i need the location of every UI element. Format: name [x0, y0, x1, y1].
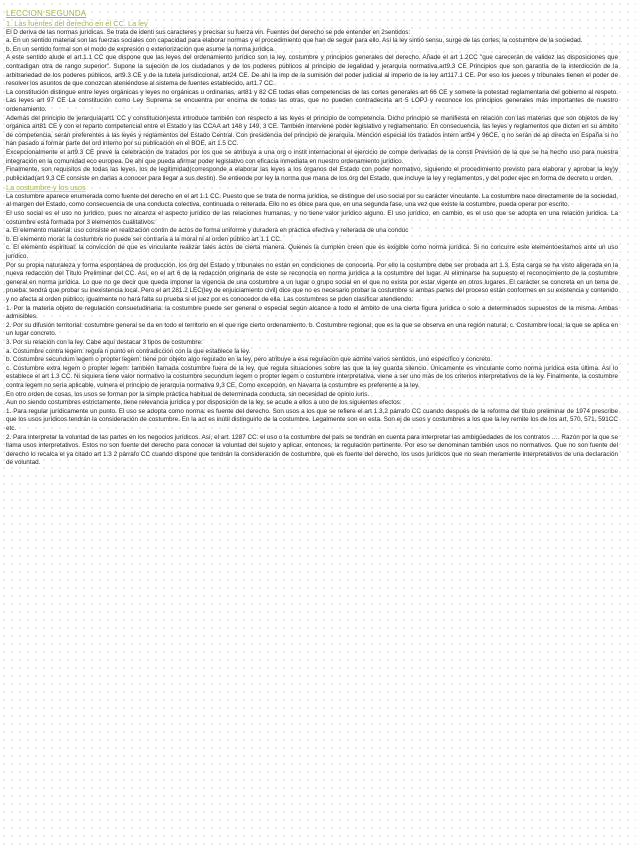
section-heading: 1. Las fuentes del derecho en el CC. La ley: [6, 19, 148, 28]
paragraph: 2. Para interpretar la voluntad de las partes en los negocios jurídicos. Así, el art. 1287 CC: el uso o la costumbre del país se tendrán en cuenta para interpretar las ambigüedades de los contratos …. Razón por la que se llama usos interpretativos. Estos no son fuente del derecho para conocer la voluntad del sujeto y aplicar, entonces, la regulación pertinente. Por eso se denominan también usos no normativos. Que no son fuente del derecho lo recalca el ya citado art 1.3 2 párrafo CC cuando dispone que tendrán la consideración de costumbre, que es fuente del derecho, los usos jurídicos que no sean meramente interpretativos de una declaración de voluntad.: [6, 433, 618, 467]
notes-page: [6, 0, 618, 468]
paragraph: A este sentido alude el art.1.1 CC que dispone que las leyes del ordenamiento jurídico son la ley, costumbre y principios generales del derecho. Añade el art 1.2CC "que carecerán de validez las disposiciones que contradigan otra de rango superior". Supone la sujeción de los ciudadanos y de los poderes públicos al principio de legalidad y jerarquía normativa,art9.3 CE Principios que son garantía de la interdicción de la arbitrariedad de los poderes públicos, art9.3 CE y de la tutela jurisdiccional, art24 CE. De ahí la imp de la sumisión del poder judicial al imperio de la ley art117.1 CE. Por eso los jueces y tribunales tienen el poder de resolver los asuntos de que conozcan ateniéndose al sistema de fuentes establecido, art1.7 CC.: [6, 54, 618, 88]
paragraph: Finalmente, son requisitos de todas las leyes, los de legitimidad(corresponde a elaborar las leyes a los órganos del Estado con poder normativo, siguiendo el procedimiento previsto para elaborar y aprobar la ley)y publicidad(art 9,3 CE consiste en darlas a conocer para llegar a sus destin). Se entiende por ley la norma que mana de los órg del Estado, que incluye la ley y reglamentos, y del poder ejec en forma de decreto u orden.: [6, 166, 618, 182]
paragraph: a. En un sentido material son las fuerzas sociales con capacidad para elaborar normas y el procedimiento que han de seguir para ello. Así la ley sintió sensu, surge de las cortes; la costumbre de la sociedad.: [6, 37, 583, 45]
paragraph: La costumbre aparece enumerada como fuente del derecho en el art 1.1 CC. Puesto que se trata de norma jurídica, se distingue del uso social por su carácter vinculante. La costumbre nace directamente de la sociedad, al margen del Estado, como consecuencia de una conducta colectiva, continuada o reiterada. Ello no es óbice para que, en una segunda fase, una vez que existe la costumbre, pueda operar por escrito.: [6, 192, 618, 209]
paragraph: El D deriva de las normas jurídicas. Se trata de identi sus caracteres y precisar su fuerza vin. Fuentes del derecho se pde entender en 2sentidos:: [6, 28, 411, 36]
paragraph: Además del principio de jerarquía(art1 CC y constitución)esta introduce también con respecto a las leyes el principio de competencia. Dicho principio se manifiesta en relación con las materias que son objetos de ley orgánica art81 CE y con el reparto competencial entre el Estado y las CCAA art 148 y 149, 3 CE. También interviene poder legislativo y reglamentario. En consecuencia, las leyes y reglamentos que dicten en su ámbito de competencia, serán preferentes a las leyes y reglamentos del Estado Central. Con presidencia del principio de jerarquía. Mención especial los tratados intern art94 y 96CE, q no serán de ap directa en España si no han pasado a formar parte del ord interno por su publicación en el BOE, art 1.5 CC.: [6, 114, 618, 148]
paragraph: La constitución distingue entre leyes orgánicas y leyes no orgánicas u ordinarias, art81 y 82 CE todas ellas competencias de las cortes generales art 66 CE y somete la potestad reglamentaria del gobierno al respeto. Las leyes art 97 CE La constitución como Ley Suprema se encuentra por encima de todas las otras, que no pueden contradecirla art 5 LOPJ y reconoce los principios generales más importantes de nuestro ordenamiento.: [6, 88, 618, 113]
paragraph: c. Costumbre extra legem o propter legem: también llamada costumbre fuera de la ley, que regula situaciones sobre las que la ley guarda silencio. Únicamente es vinculante como norma jurídica esta última. Así lo establece el art 1.3 CC. Ni siquiera tiene valor normativo la costumbre secundum legem o propter legem o costumbre interpretativa, viene a ser uno más de los criterios interpretativos de la ley. Finalmente, la costumbre contra legem no sería aplicable, vulnera el principio de jerarquía normativa 9,3 CE. Como excepción, en Navarra la costumbre es preferente a la ley.: [6, 364, 618, 389]
paragraph: a. Costumbre contra legem: regula n punto en contradicción con la que establece la ley.: [6, 347, 251, 355]
paragraph: 1. Por la materia objeto de regulación consuetudinaria: la costumbre puede ser general o especial según alcance a todo el ámbito de una cierta figura jurídica o solo a determinados supuestos de la misma. Ambas admisibles.: [6, 304, 618, 321]
paragraph: 3. Por su relación con la ley. Cabe aquí destacar 3 tipos de costumbre:: [6, 338, 203, 346]
sections-container: [6, 19, 618, 468]
paragraph: b. El elemento moral: la costumbre no puede ser contraria a la moral ni al orden público art 1.1 CC.: [6, 235, 282, 243]
paragraph: b. Costumbre secundum legem o propter legem: tiene por objeto algo regulado en la ley, pero atribuye a esa regulación que admite varios sentidos, uno específico y concreto.: [6, 356, 492, 364]
paragraph: Aun no siendo costumbres estrictamente, tiene relevancia jurídica y por disposición de la ley, se acude a ellos a uno de los siguientes efectos:: [6, 399, 402, 407]
paragraph: a. El elemento material: uso consiste en realización contin de actos de forma uniforme y duradera en práctica efectiva y reiterada de una conduc: [6, 227, 409, 235]
paragraph: c. El elemento espiritual: la convicción de que es vinculante realizar tales actos de cierta manera. Quienes la cumplen creen que es exigible como norma jurídica. Si no concurre este elementoestamos ante un uso jurídico.: [6, 244, 618, 261]
section-heading: La costumbre y los usos: [6, 183, 86, 193]
paragraph: En otro orden de cosas, los usos se forman por la simple práctica habitual de determinada conducta, sin necesidad de opinio iuris.: [6, 390, 370, 398]
paragraph: 2. Por su difusión territorial: costumbre general se da en todo el territorio en el que rige cierto ordenamiento. b. Costumbre regional, que es la que se observa en una región natural, c. Costumbre local, la que se aplica en un lugar concreto.: [6, 321, 618, 338]
paragraph: Por su propia naturaleza y forma espontánea de producción, los órg del Estado y tribunales no están en condiciones de conocerla. Por ello la costumbre debe ser probada art 1.3. Esta carga se ha visto aligerada en la nueva redacción del Título Preliminar del CC. Así, en el art 6 de la redacción originaria de este se reconocía en norma jurídica a la costumbre del lugar. Al eliminarse ha supuesto el reconocimiento de la costumbre general en norma jurídica. Lo que no ge decir que queda imponer la vigencia de una costumbre a un lugar o grupo social en el que no exista por estar vigente en otros lugares. El carácter se concreta en un tema de prueba: tendrá que probar su inexistencia local. Pero el art 281.2 LEC(ley de enjuiciamiento civil) dice que no es necesario probar la costumbre si ambas partes del proceso están conformes en su existencia y contenido y no afecta al orden público; igualmente no hará falta su prueba si el juez por es conocedor de ella. Las costumbres se pden clasificar atendiendo:: [6, 261, 618, 303]
paragraph: El uso social es el uso no jurídico, pues no alcanza el aspecto jurídico de las relaciones humanas, y no tiene valor jurídico alguno. El uso jurídico, en cambio, es el uso que se adopta en una relación jurídica. La costumbre está formada por 3 elementos cualitativos:: [6, 210, 618, 226]
lesson-title: LECCION SEGUNDA: [6, 9, 87, 18]
paragraph: 1. Para regular jurídicamente un punto. El uso se adopta como norma: es fuente del derecho. Son usos a los que se refiere el art 1.3,2 párrafo CC cuando después de la reforma del título preliminar de 1974 prescribe que los usos jurídicos tendrán la consideración de costumbre. En la act es inútil distinguirlo de la costumbre. Legalmente son en esta. Son ej de usos y costumbres a los que la ley remite los de los art, 570, 571, 591CC etc.: [6, 407, 618, 432]
paragraph: b. En un sentido formal son el modo de expresión o exteriorización que asume la norma jurídica.: [6, 45, 275, 53]
paragraph: Excepcionalmente el art9.3 CE prevé la celebración de tratados por los que se atribuya a una org o instit internacional el ejercicio de compe derivadas de la consti Previsión de la que se ha hecho uso para nuestra integración en la comunidad eco europea. De ahí que pueda afirmar poder legislativo con eficacia inmediata en nuestro ordenamiento jurídico.: [6, 148, 618, 165]
